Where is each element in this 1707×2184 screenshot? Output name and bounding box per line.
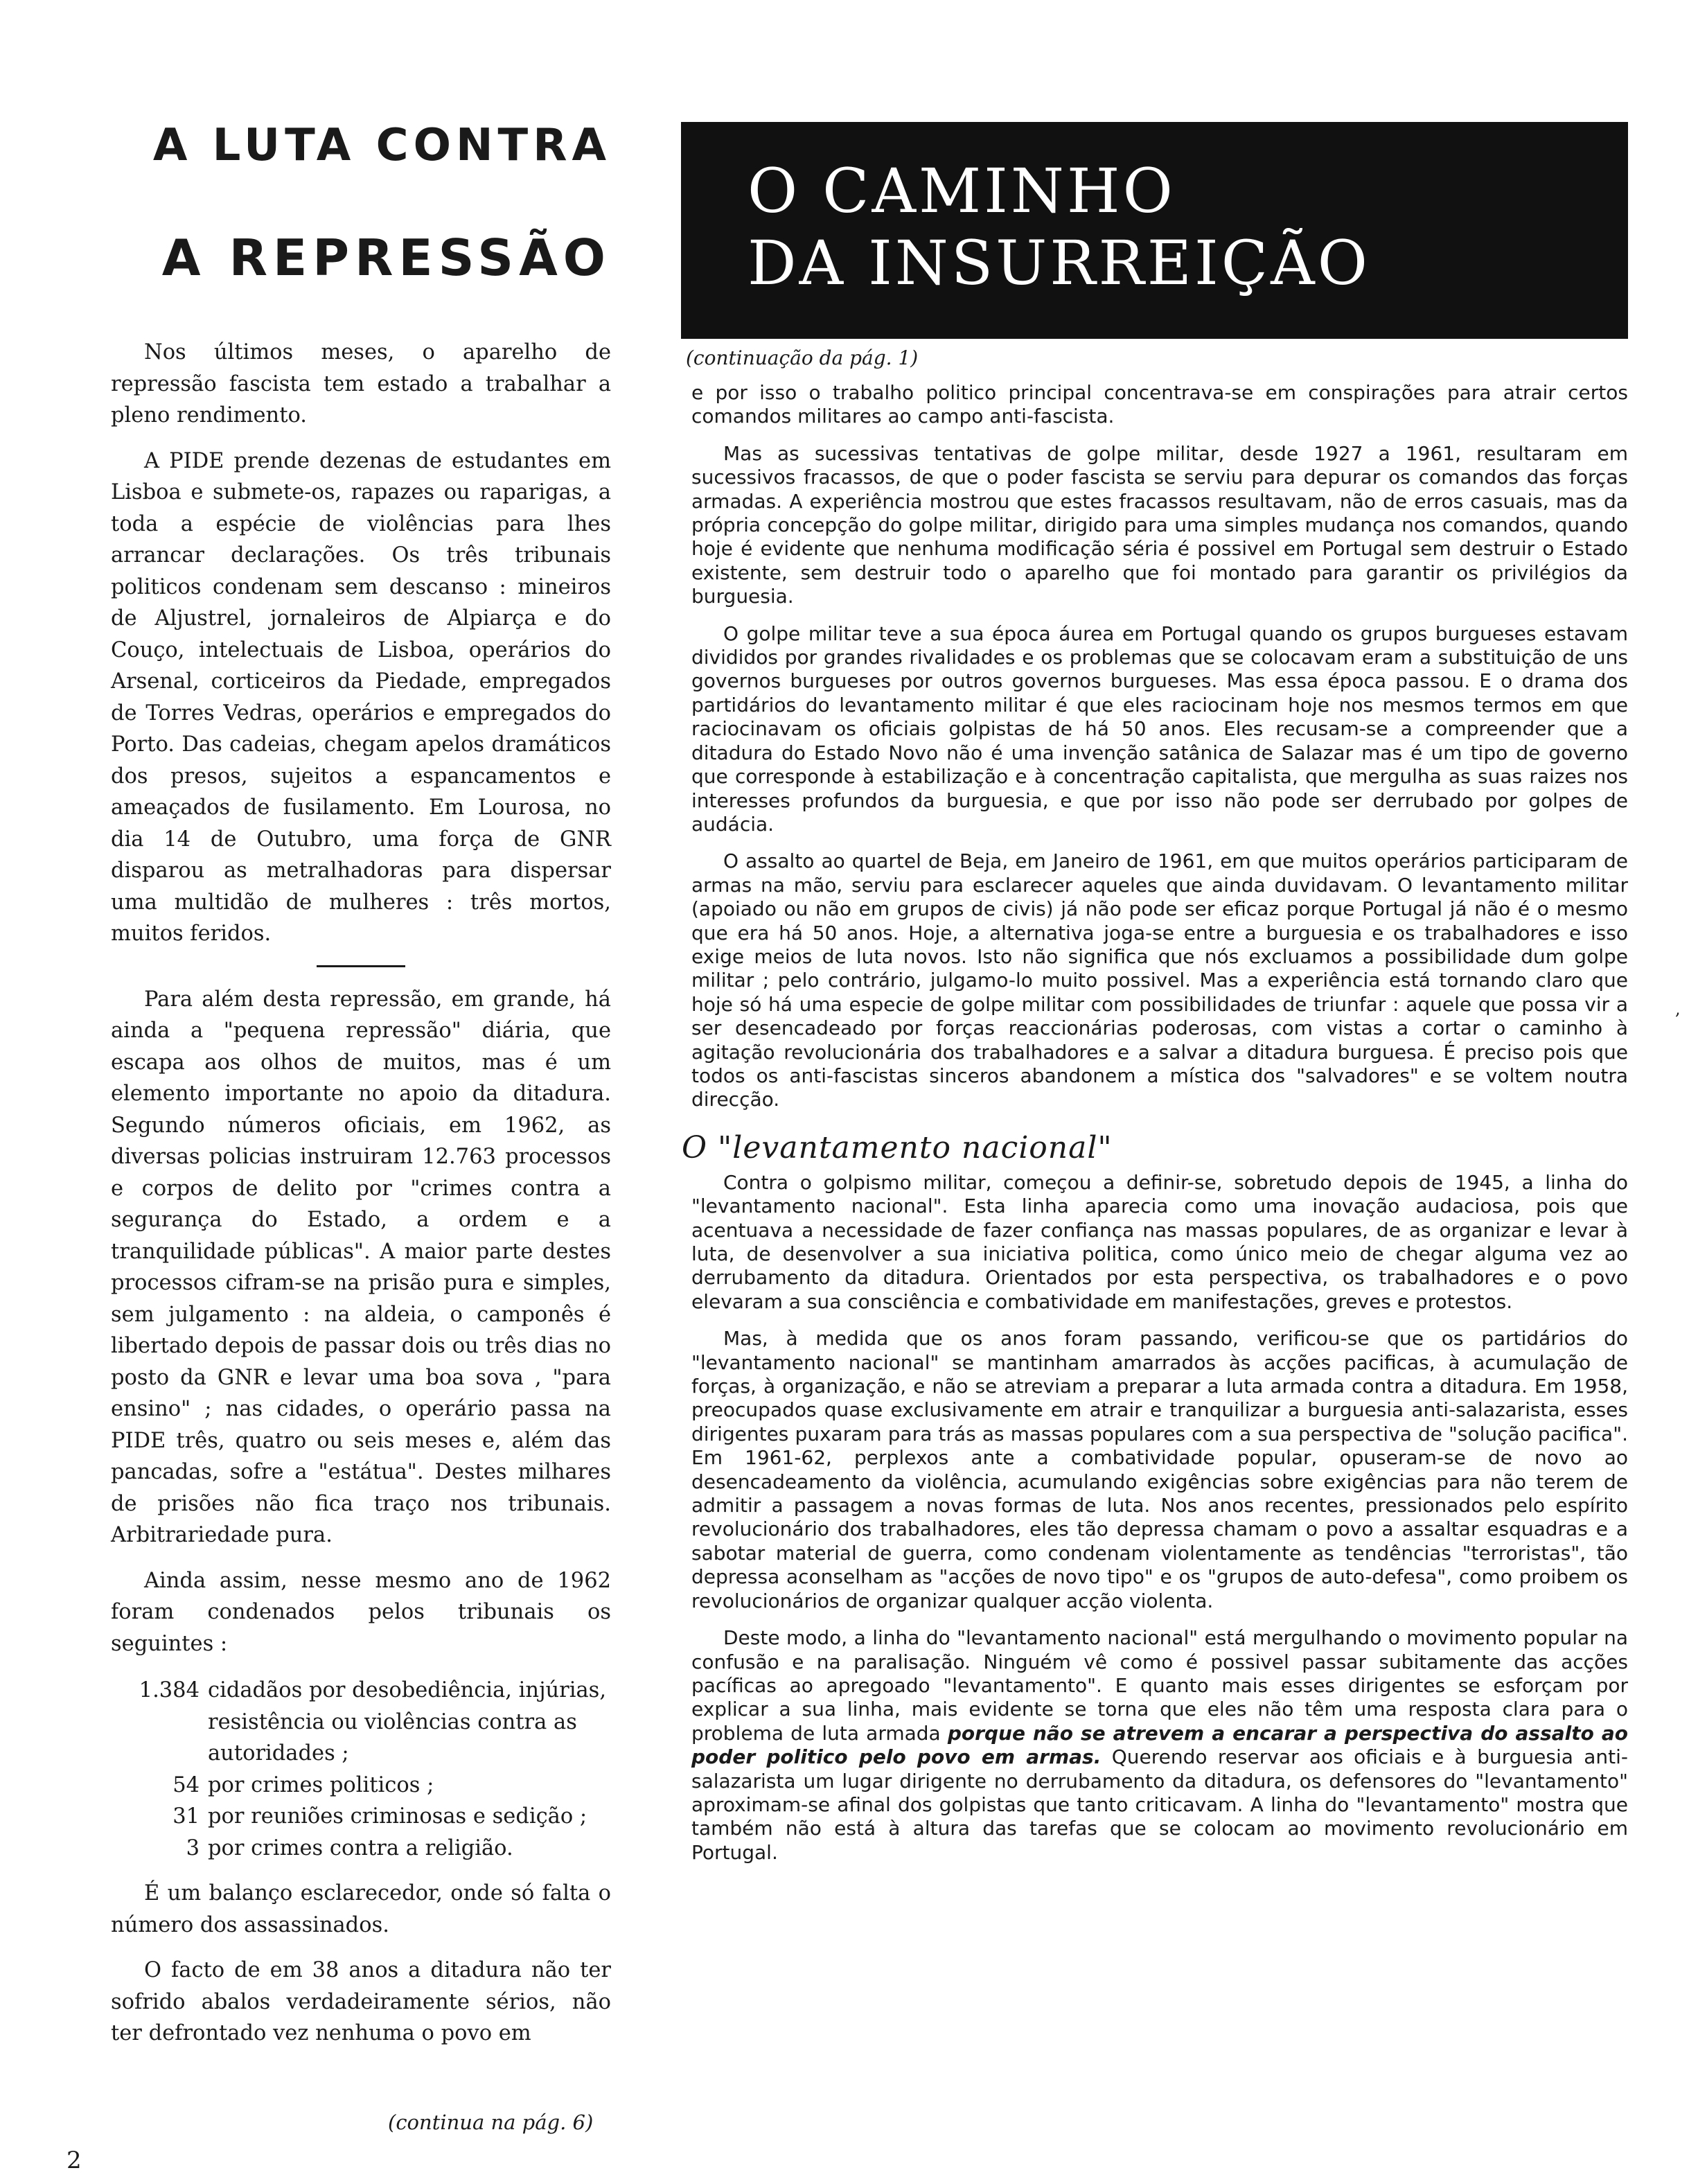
stat-item (111, 1770, 611, 1802)
left-paragraph: Nos últimos meses, o aparelho de repressão fascista tem estado a trabalhar a pleno rendimento. (111, 340, 611, 428)
left-paragraph: Ainda assim, nesse mesmo ano de 1962 foram condenados pelos tribunais os seguintes : (111, 1568, 611, 1656)
left-headline-line1: A LUTA CONTRA (152, 120, 611, 171)
continuation-note-right: (continuação da pág. 1) (686, 346, 919, 369)
final-text-end: Querendo reservar aos oficiais e à burguesia anti-salazarista um lugar dirigente no derrubamento da ditadura, os defensores do "levantamento" aproximam-se afinal dos golpistas que tanto criticavam. A linha do "levantamento" mostra que também não está à altura das tarefas que se colocam ao movimento revolucionário em Portugal. (691, 1745, 1629, 1864)
stat-count: 1.384 (139, 1678, 200, 1702)
right-paragraph: Mas as sucessivas tentativas de golpe militar, desde 1927 a 1961, resultaram em sucessivos fracassos, de que o poder fascista se serviu para depurar os comandos das forças armadas. A experiência mostrou que estes fracassos resultavam, não de erros casuais, mas da própria concepção do golpe militar, dirigido para uma simples mudança nos comandos, quando hoje é evidente que nenhuma modificação séria é possivel em Portugal sem destruir o Estado existente, sem destruir todo o aparelho que foi montado para garantir os privilégios da burguesia. (691, 441, 1628, 608)
stat-label: por crimes politicos ; (208, 1772, 434, 1797)
stat-label: cidadãos por desobediência, injúrias, resistência ou violências contra as autoridades ; (208, 1678, 607, 1765)
left-paragraph: O facto de em 38 anos a ditadura não ter sofrido abalos verdadeiramente sérios, não ter defrontado vez nenhuma o povo em (111, 1958, 611, 2045)
stat-item (111, 1833, 611, 1865)
stat-count: 54 (173, 1772, 200, 1797)
section-subheading: O "levantamento nacional" (682, 1129, 1113, 1165)
page-number: 2 (67, 2147, 82, 2174)
left-paragraph: Para além desta repressão, em grande, há ainda a "pequena repressão" diária, que escapa aos olhos de muitos, mas é um elemento importante no apoio da ditadura. Segundo números oficiais, em 1962, as diversas policias instruiram 12.763 processos e corpos de delito por "crimes contra a segurança do Estado, a ordem e a tranquilidade públicas". A maior parte destes processos cifram-se na prisão pura e simples, sem julgamento : na aldeia, o camponês é libertado depois de passar dois ou três dias no posto da GNR e levar uma boa sova , "para ensino" ; nas cidades, o operário passa na PIDE três, quatro ou seis meses e, além das pancadas, sofre a "estátua". Destes milhares de prisões não fica traço nos tribunais. Arbitrariedade pura. (111, 987, 611, 1547)
stat-count: 3 (186, 1835, 200, 1860)
right-article (682, 381, 1629, 1865)
right-paragraph: Mas, à medida que os anos foram passando, verificou-se que os partidários do "levantamento nacional" se mantinham amarrados às acções pacificas, à acumulação de forças, à organização, e não se atreviam a preparar a luta armada contra a ditadura. Em 1958, preocupados quase exclusivamente em atrair e tranquilizar a burguesia anti-salazarista, esses dirigentes puxaram para trás as massas populares com a sua perspectiva de "solução pacifica". Em 1961-62, perplexos ante a combatividade popular, opuseram-se de novo ao desencadeamento da violência, acumulando exigências sobre exigências para não terem de admitir a passagem a novas formas de luta. Nos anos recentes, pressionados pelo espírito revolucionário dos trabalhadores, eles tão depressa chamam o povo a assaltar esquadras e a sabotar material de guerra, como condenam violentamente as tendências "terroristas", tão depressa aconselham as "acções de novo tipo" e os "grupos de auto-defesa", como proibem os revolucionários de organizar qualquer acção violenta. (691, 1327, 1628, 1612)
final-text-start: Deste modo, a linha do "levantamento nacional" está mergulhando o movimento popular na confusão e na paralisação. Ninguém vê como é possivel passar subitamente das acções pacíficas ao apregoado "levantamento". E quanto mais esses dirigentes se esforçam por explicar a sua linha, mais evidente se torna que eles não têm uma resposta clara para o problema de luta armada (691, 1626, 1628, 1745)
right-paragraph: Contra o golpismo militar, começou a definir-se, sobretudo depois de 1945, a linha do "levantamento nacional". Esta linha aparecia como uma inovação audaciosa, pois que acentuava a necessidade de fazer confiança nas massas populares, de as organizar e levar à luta, de desenvolver a sua iniciativa politica, como único meio de chegar alguma vez ao derrubamento da ditadura. Orientados por esta perspectiva, os trabalhadores e o povo elevaram a sua consciência e combatividade em manifestações, greves e protestos. (691, 1170, 1628, 1313)
left-article (111, 118, 611, 2050)
right-paragraph: e por isso o trabalho politico principal concentrava-se em conspirações para atrair certos comandos militares ao campo anti-fascista. (691, 381, 1628, 428)
stat-label: por crimes contra a religião. (208, 1835, 513, 1860)
stat-item (111, 1801, 611, 1833)
emphasized-text: porque não se atrevem a encarar a perspectiva do assalto ao poder politico pelo povo em armas. (691, 1721, 1628, 1769)
stat-label: por reuniões criminosas e sedição ; (208, 1804, 587, 1829)
margin-mark: , (1675, 999, 1681, 1019)
right-title-line2: DA INSURREIÇÃO (748, 227, 1370, 299)
left-paragraph: A PIDE prende dezenas de estudantes em Lisboa e submete-os, rapazes ou raparigas, a toda a espécie de violências para lhes arrancar declarações. Os três tribunais politicos condenam sem descanso : mineiros de Aljustrel, jornaleiros de Alpiarça e do Couço, intelectuais de Lisboa, operários do Arsenal, corticeiros da Piedade, empregados de Torres Vedras, operários e empregados do Porto. Das cadeias, chegam apelos dramáticos dos presos, sujeitos a espancamentos e ameaçados de fusilamento. Em Lourosa, no dia 14 de Outubro, uma força de GNR disparou as metralhadoras para dispersar uma multidão de mulheres : três mortos, muitos feridos. (111, 448, 611, 946)
continuation-note-left: (continua na pág. 6) (388, 2111, 594, 2134)
stat-item (111, 1675, 611, 1770)
left-paragraph: É um balanço esclarecedor, onde só falta o número dos assassinados. (111, 1881, 611, 1937)
stat-count: 31 (173, 1804, 200, 1829)
right-paragraph: O golpe militar teve a sua época áurea em Portugal quando os grupos burgueses estavam divididos por grandes rivalidades e os problemas que se colocavam eram a substituição de uns governos burgueses por outros governos burgueses. Mas essa época passou. E o drama dos partidários do levantamento militar é que eles raciocinam hoje nos mesmos termos em que raciocinavam os oficiais golpistas de há 50 anos. Eles recusam-se a compreender que a ditadura do Estado Novo não é uma invenção satânica de Salazar mas é um tipo de governo que corresponde à estabilização e à concentração capitalista, que mergulha as suas raizes nos interesses profundos da burguesia, e que por isso não pode ser derrubado por golpes de audácia. (691, 622, 1628, 836)
left-headline-line2: A REPRESSÃO (161, 229, 611, 287)
right-title-banner (681, 122, 1628, 339)
right-paragraph-final (691, 1626, 1628, 1865)
conviction-stats-list (111, 1675, 611, 1864)
section-divider (317, 965, 405, 967)
right-title-line1: O CAMINHO (748, 155, 1176, 227)
right-paragraph: O assalto ao quartel de Beja, em Janeiro de 1961, em que muitos operários participaram de armas na mão, serviu para esclarecer aqueles que ainda duvidavam. O levantamento militar (apoiado ou não em grupos de civis) já não pode ser eficaz porque Portugal já não é o mesmo que era há 50 anos. Hoje, a alternativa joga-se entre a burguesia e os trabalhadores e isso exige meios de luta novos. Isto não significa que nós excluamos a possibilidade dum golpe militar ; pelo contrário, julgamo-lo muito possivel. Mas a experiência está tornando claro que hoje só há uma especie de golpe militar com possibilidades de triunfar : aquele que possa vir a ser desencadeado por forças reaccionárias poderosas, com vistas a cortar o caminho à agitação revolucionária dos trabalhadores e a salvar a ditadura burguesa. É preciso pois que todos os anti-fascistas sinceros abandonem a mística dos "salvadores" e se voltem noutra direcção. (691, 849, 1628, 1111)
